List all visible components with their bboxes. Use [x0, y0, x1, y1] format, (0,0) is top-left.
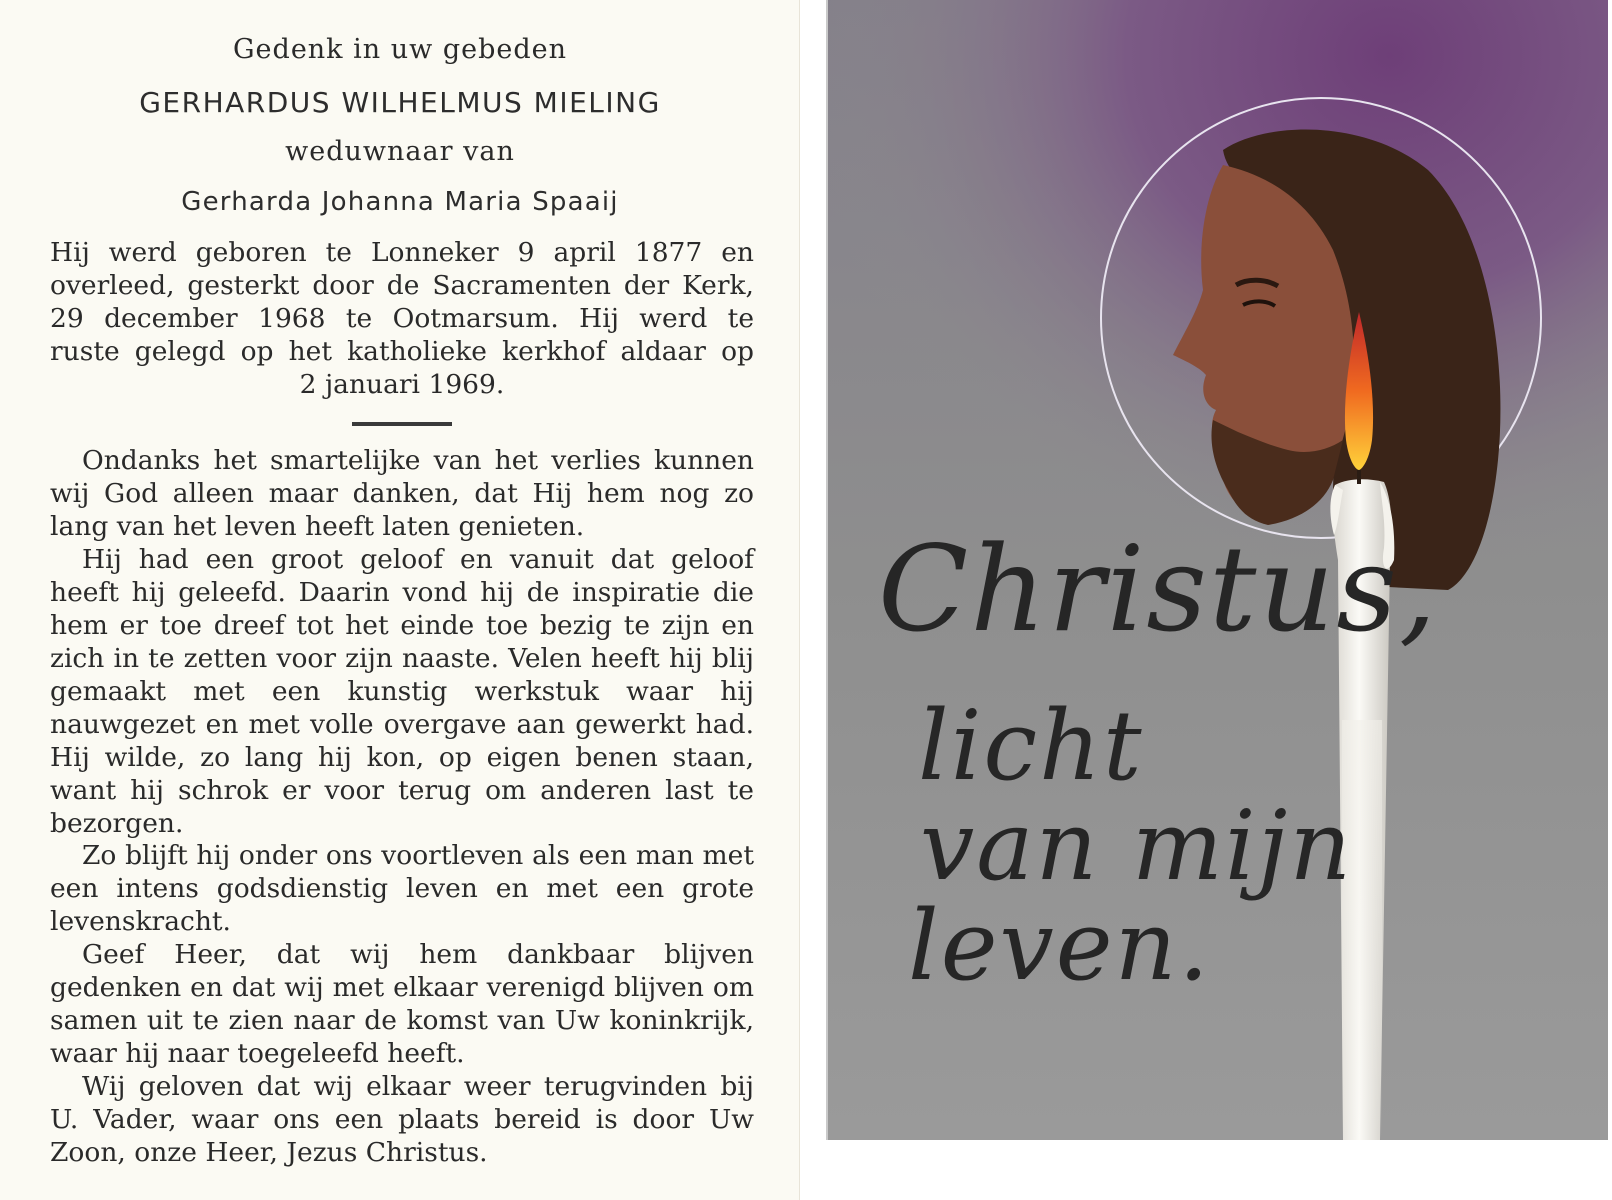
memorial-paragraph: Zo blijft hij onder ons voortleven als een man met een intens godsdienstig leven en met een grote levenskracht.	[50, 840, 754, 937]
relation-line: weduwnaar van	[285, 136, 515, 167]
memorial-paragraph: Hij had een groot geloof en vanuit dat geloof heeft hij geleefd. Daarin vond hij de inspiratie die hem er toe dreef tot het einde toe bezig te zijn en zich in te zetten voor zijn naaste. Velen heeft hij blij gemaakt met een kunstig werkstuk waar hij nauwgezet en met volle overgave aan gewerkt had. Hij wilde, zo lang hij kon, op eigen benen staan, want hij schrok er voor terug om anderen last te bezorgen.	[50, 544, 754, 839]
divider-rule	[352, 422, 452, 426]
script-line: Christus,	[878, 520, 1439, 658]
candle-light-streak	[1342, 720, 1382, 1140]
script-line: licht	[918, 690, 1144, 802]
script-line: leven.	[908, 890, 1211, 1002]
biography-line: 29 december 1968 te Ootmarsum. Hij werd te	[50, 303, 754, 334]
spouse-name: Gerharda Johanna Maria Spaaij	[181, 187, 619, 217]
biography-line: Hij werd geboren te Lonneker 9 april 1877 en	[50, 237, 754, 268]
biography-line: overleed, gesterkt door de Sacramenten der Kerk,	[50, 270, 754, 301]
deceased-name: GERHARDUS WILHELMUS MIELING	[139, 86, 661, 119]
intro-line: Gedenk in uw gebeden	[232, 34, 567, 65]
text-page	[0, 0, 800, 1200]
biography-line: 2 januari 1969.	[299, 369, 505, 400]
memorial-paragraph: Geef Heer, dat wij hem dankbaar blijven gedenken en dat wij met elkaar verenigd blijven om samen uit te zien naar de komst van Uw koninkrijk, waar hij naar toegeleefd heeft.	[50, 939, 754, 1069]
memorial-paragraph: Ondanks het smartelijke van het verlies kunnen wij God alleen maar danken, dat Hij hem nog zo lang van het leven heeft laten genieten.	[50, 445, 754, 542]
biography-line: ruste gelegd op het katholieke kerkhof aldaar op	[50, 336, 754, 367]
biography	[50, 236, 754, 401]
prayer-paragraph: Wij geloven dat wij elkaar weer terugvinden bij U. Vader, waar ons een plaats bereid is door Uw Zoon, onze Heer, Jezus Christus.	[50, 1071, 754, 1168]
devotional-picture	[826, 0, 1608, 1140]
script-line: van mijn	[920, 790, 1354, 902]
